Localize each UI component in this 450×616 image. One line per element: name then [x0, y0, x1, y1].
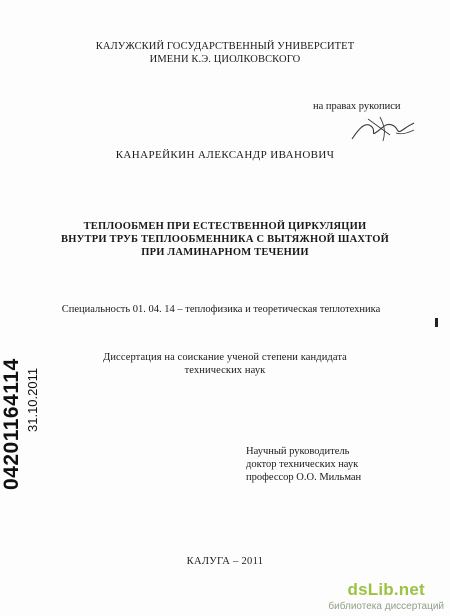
stamp-date: 31.10.2011: [25, 367, 40, 432]
margin-mark: [435, 318, 438, 327]
supervisor-line1: Научный руководитель: [246, 446, 350, 457]
dissertation-title: [0, 220, 450, 259]
watermark-subtitle: библиотека диссертаций: [328, 601, 444, 612]
supervisor-line2: доктор технических наук: [246, 459, 359, 470]
university-name-line2: ИМЕНИ К.Э. ЦИОЛКОВСКОГО: [149, 54, 301, 65]
specialty-line: Специальность 01. 04. 14 – теплофизика и теоретическая теплотехника: [61, 304, 381, 315]
degree-line2: технических наук: [184, 365, 266, 376]
supervisor-block: [246, 445, 361, 484]
city-year: КАЛУГА – 2011: [186, 556, 264, 567]
title-line2: ВНУТРИ ТРУБ ТЕПЛООБМЕННИКА С ВЫТЯЖНОЙ ШАХТОЙ: [61, 234, 389, 245]
handwritten-signature: [350, 113, 416, 145]
site-watermark: [328, 580, 444, 612]
degree-line1: Диссертация на соискание ученой степени кандидата: [103, 352, 347, 363]
side-stamp: [0, 360, 40, 490]
title-line3: ПРИ ЛАМИНАРНОМ ТЕЧЕНИИ: [141, 247, 309, 258]
university-name-line1: КАЛУЖСКИЙ ГОСУДАРСТВЕННЫЙ УНИВЕРСИТЕТ: [95, 41, 355, 52]
author-name: КАНАРЕЙКИН АЛЕКСАНДР ИВАНОВИЧ: [115, 149, 335, 161]
university-header: [0, 40, 450, 66]
rights-note: на правах рукописи: [313, 101, 401, 112]
stamp-id: 04201164114: [0, 358, 23, 490]
supervisor-line3: профессор О.О. Мильман: [246, 472, 362, 483]
title-line1: ТЕПЛООБМЕН ПРИ ЕСТЕСТВЕННОЙ ЦИРКУЛЯЦИИ: [83, 221, 367, 232]
watermark-logo: dsLib.net: [347, 580, 425, 599]
dissertation-degree: [0, 351, 450, 377]
